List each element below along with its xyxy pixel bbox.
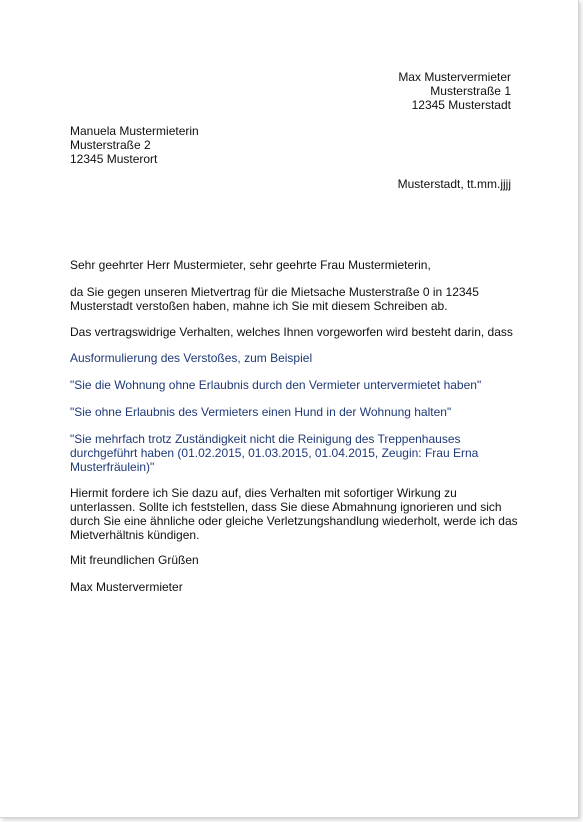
example-paragraph: "Sie ohne Erlaubnis des Vermieters einen Hund in der Wohnung halten" — [70, 405, 452, 419]
closing: Mit freundlichen Grüßen — [70, 553, 199, 567]
demand-line: Mietverhältnis kündigen. — [70, 528, 200, 542]
recipient-city: 12345 Musterort — [70, 152, 158, 166]
intro-line: Musterstadt verstoßen haben, mahne ich Sie mit diesem Schreiben ab. — [70, 299, 448, 313]
example-line: durchgeführt haben (01.02.2015, 01.03.2015, 01.04.2015, Zeugin: Frau Erna — [70, 446, 479, 460]
recipient-name: Manuela Mustermieterin — [70, 124, 199, 138]
sender-address-block — [398, 70, 511, 112]
behavior-paragraph: Das vertragswidrige Verhalten, welches Ihnen vorgeworfen wird besteht darin, dass — [70, 325, 513, 339]
recipient-street: Musterstraße 2 — [70, 138, 151, 152]
signature: Max Mustervermieter — [70, 580, 183, 594]
salutation: Sehr geehrter Herr Mustermieter, sehr geehrte Frau Mustermieterin, — [70, 258, 431, 272]
sender-name: Max Mustervermieter — [398, 70, 511, 84]
example-heading: Ausformulierung des Verstoßes, zum Beispiel — [70, 351, 313, 365]
date-line: Musterstadt, tt.mm.jjjj — [397, 177, 511, 191]
sender-city: 12345 Musterstadt — [411, 98, 511, 112]
intro-line: da Sie gegen unseren Mietvertrag für die Mietsache Musterstraße 0 in 12345 — [70, 285, 479, 299]
example-line: "Sie mehrfach trotz Zuständigkeit nicht die Reinigung des Treppenhauses — [70, 432, 461, 446]
example-line: Musterfräulein)" — [70, 460, 155, 474]
sender-street: Musterstraße 1 — [430, 84, 511, 98]
example-paragraph: "Sie die Wohnung ohne Erlaubnis durch den Vermieter untervermietet haben" — [70, 378, 482, 392]
demand-line: Hiermit fordere ich Sie dazu auf, dies Verhalten mit sofortiger Wirkung zu — [70, 486, 457, 500]
demand-line: durch Sie eine ähnliche oder gleiche Verletzungshandlung wiederholt, werde ich das — [70, 514, 518, 528]
intro-paragraph — [70, 285, 520, 313]
demand-paragraph — [70, 486, 520, 542]
recipient-address-block — [70, 124, 199, 166]
demand-line: unterlassen. Sollte ich feststellen, dass Sie diese Abmahnung ignorieren und sich — [70, 500, 502, 514]
example-paragraph — [70, 432, 520, 474]
